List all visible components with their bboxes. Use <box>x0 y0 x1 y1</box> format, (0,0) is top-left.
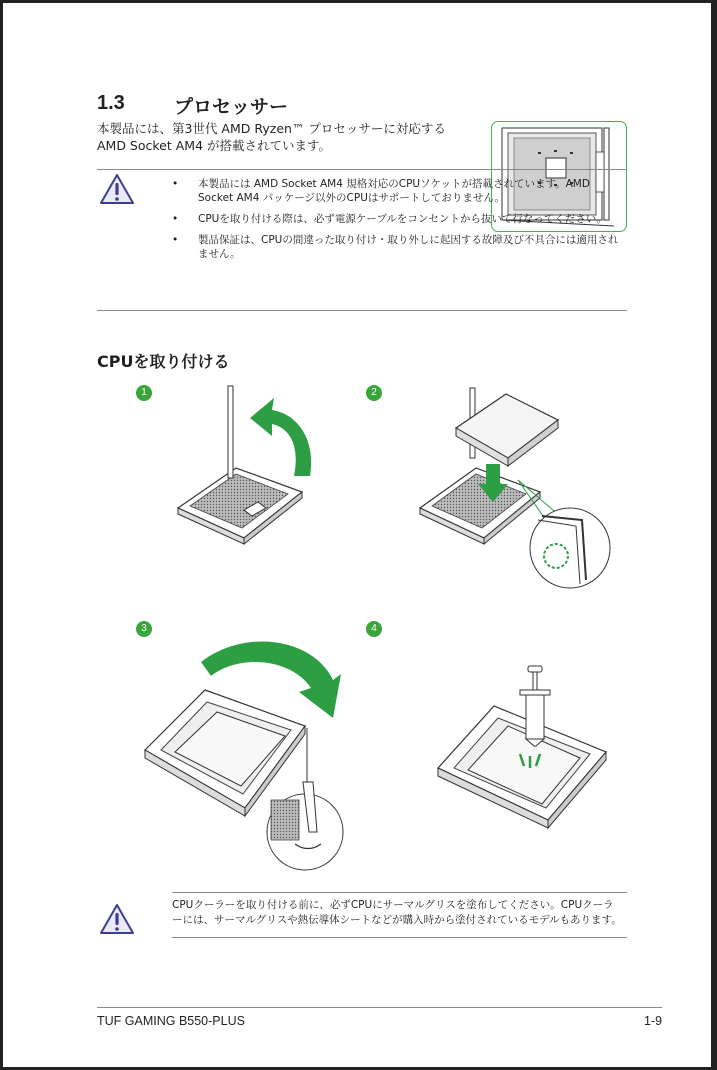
step-badge-1: 1 <box>136 385 152 401</box>
note-item: • 本製品には AMD Socket AM4 規格対応のCPUソケットが搭載されています。AMD Socket AM4 パッケージ以外のCPUはサポートしておりません。 <box>172 177 622 205</box>
step2-illustration <box>410 380 615 590</box>
step-badge-3: 3 <box>136 621 152 637</box>
footer-page-number: 1-9 <box>644 1014 663 1028</box>
section-intro: 本製品には、第3世代 AMD Ryzen™ プロセッサーに対応する AMD Socket AM4 が搭載されています。 <box>97 121 446 153</box>
step-badge-4: 4 <box>366 621 382 637</box>
step1-illustration <box>170 380 330 560</box>
zoom-callout <box>530 508 610 588</box>
footer-divider <box>97 1007 662 1008</box>
step3-illustration <box>135 632 355 882</box>
install-title: CPUを取り付ける <box>97 352 230 371</box>
notes-list <box>172 177 622 268</box>
cooler-note-text: CPUクーラーを取り付ける前に、必ずCPUにサーマルグリスを塗布してください。CPUクーラーには、サーマルグリスや熱伝導体シートなどが購入時から塗付されているモデルもあります。 <box>172 899 622 926</box>
section-title: プロセッサー <box>174 96 289 118</box>
step-badge-2: 2 <box>366 385 382 401</box>
warning-triangle-icon <box>99 172 135 210</box>
note-item: • 製品保証は、CPUの間違った取り付け・取り外しに起因する故障及び不具合には適用されません。 <box>172 233 622 261</box>
step4-illustration <box>430 660 610 850</box>
note-item: • CPUを取り付ける際は、必ず電源ケーブルをコンセントから抜いて行なってください。 <box>172 212 622 226</box>
rotate-arrow-icon <box>250 398 311 476</box>
footer-model: TUF GAMING B550-PLUS <box>97 1014 245 1028</box>
section-number: 1.3 <box>97 92 125 114</box>
warning-triangle-icon <box>99 902 135 940</box>
